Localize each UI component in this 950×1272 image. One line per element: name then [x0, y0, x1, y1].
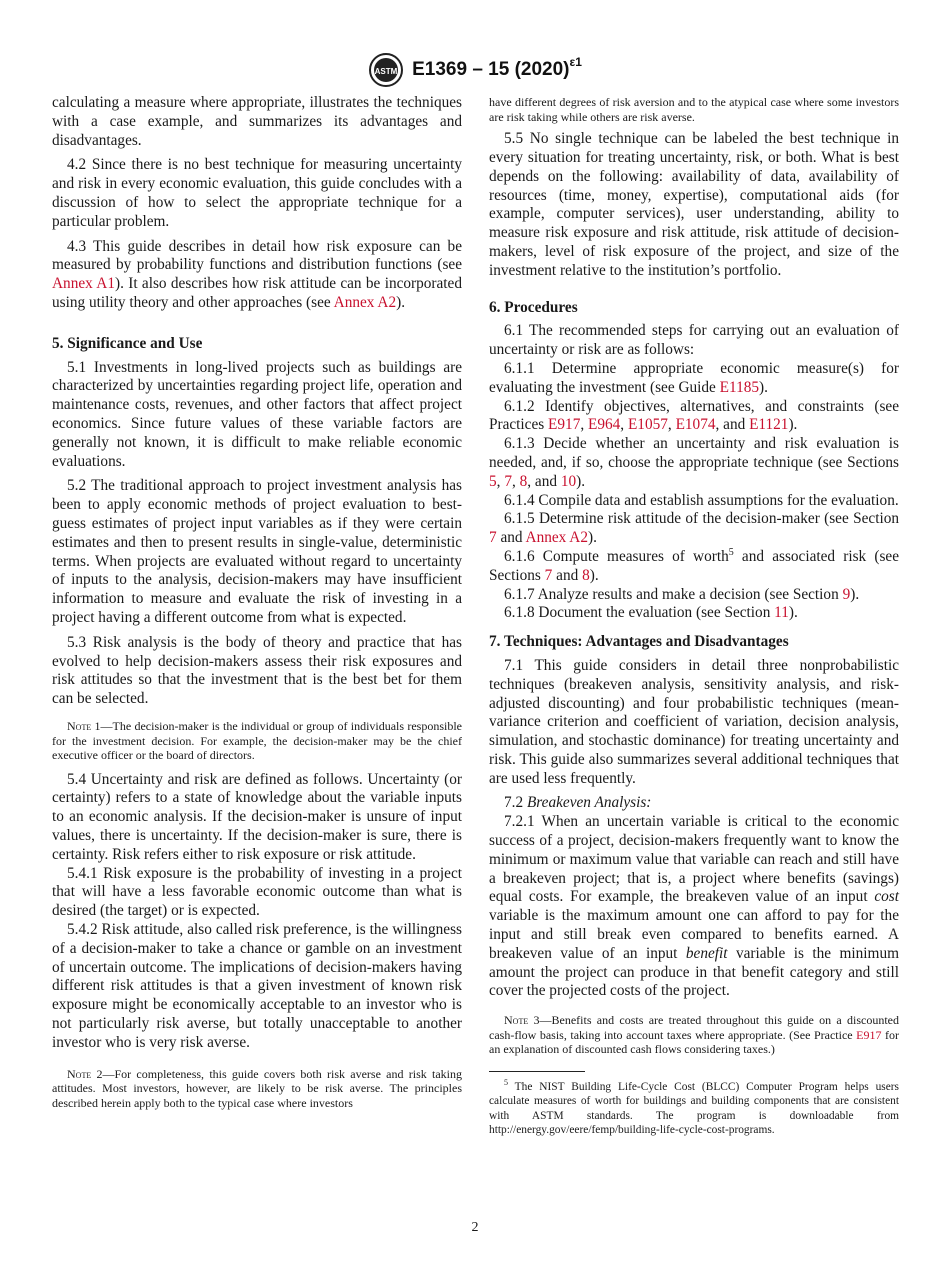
para-6-1-2: 6.1.2 Identify objectives, alternatives, and constraints (see Practices E917, E964, E1057, E1074, and E1121).	[489, 397, 899, 434]
para-6-1-7: 6.1.7 Analyze results and make a decision (see Section 9).	[504, 585, 860, 603]
para-7-1: 7.1 This guide considers in detail three nonprobabilistic techniques (breakeven analysis, sensitivity analysis, and risk-adjusted discounting) and four probabilistic techniques (mean-variance criterion and coefficient of variation, decision analysis, simulation, and stochastic dominance) for treating uncertainty and risk. This guide also summarizes several additional techniques that are used less frequently.	[489, 656, 899, 787]
section-6-heading: 6. Procedures	[489, 298, 578, 316]
para-5-3: 5.3 Risk analysis is the body of theory and practice that has evolved to help decision-makers assess their risk exposures and risk attitudes so that the investment that is the best bet for them can be selected.	[52, 633, 462, 708]
standard-designation: E1369 – 15 $(2020)^{\varepsilon 1}$	[412, 54, 582, 80]
ref-section-5-link[interactable]: 5	[489, 472, 497, 490]
intro-paragraph: calculating a measure where appropriate, illustrates the techniques with a case example, and summarizes its advantages and disadvantages.	[52, 94, 462, 149]
page-header	[0, 52, 950, 93]
ref-e964-link[interactable]: E964	[588, 416, 621, 434]
ref-e917-note-link[interactable]: E917	[856, 1027, 882, 1042]
ref-e917-link[interactable]: E917	[548, 416, 581, 434]
footnote-5: $^5$ The NIST Building Life-Cycle Cost (BLCC) Computer Program helps users calculate measures of worth for buildings and building components that are consistent with ASTM standards. The program is downloadable from http://energy.gov/eere/femp/building-life-cycle-cost-programs.	[489, 1078, 899, 1136]
para-5-4: 5.4 Uncertainty and risk are defined as follows. Uncertainty (or certainty) refers to a state of knowledge about the variable inputs to an economic analysis. If the decision-maker is unsure of input values, there is uncertainty. If the decision-maker is sure, there is certainty. Risk refers either to risk exposure or risk attitude.	[52, 770, 462, 863]
ref-e1057-link[interactable]: E1057	[627, 416, 668, 434]
ref-section-7-link[interactable]: 7	[544, 566, 553, 584]
para-6-1-6: 6.1.6 Compute measures of worth$^5$ and associated risk (see Sections 7 and 8).	[489, 546, 899, 584]
para-6-1-1: 6.1.1 Determine appropriate economic measure(s) for evaluating the investment (see Guide E1185).	[489, 359, 899, 396]
section-5-heading: 5. Significance and Use	[52, 334, 203, 352]
page-number: 2	[471, 1220, 479, 1235]
footnote-marker: 5	[728, 546, 734, 558]
ref-annex-a2-link[interactable]: Annex A2	[525, 529, 589, 547]
section-7-heading: 7. Techniques: Advantages and Disadvantages	[489, 633, 789, 651]
astm-logo-icon	[368, 52, 404, 88]
right-column	[489, 95, 899, 1137]
ref-e1074-link[interactable]: E1074	[675, 416, 716, 434]
ref-e1121-link[interactable]: E1121	[749, 416, 789, 434]
para-7-2-1: 7.2.1 When an uncertain variable is critical to the economic success of a project, decision-makers frequently want to know the minimum or maximum value that variable can reach and still have a breakeven project; that is, a project where benefits (savings) equal costs. For example, the breakeven value of an input cost variable is the maximum amount one can afford to pay for the input and still break even compared to benefits earned. A breakeven value of an input benefit variable is the minimum amount the project can produce in that benefit category and still cover the projected costs of the project.	[489, 813, 899, 1000]
annex-a2-link[interactable]: Annex A2	[333, 293, 397, 311]
note-2: Note 2—For completeness, this guide covers both risk averse and risk taking attitudes. Most investors, however, are likely to be risk averse. The principles described herein apply both to the typical case where investors	[52, 1066, 463, 1110]
para-5-5: 5.5 No single technique can be labeled the best technique in every situation for treating uncertainty, risk, or both. What is best depends on the following: availability of data, availability of resources (time, money, expertise), computational aids (for example, computer services), user understanding, ability to measure risk exposure and risk attitude, risk attitude of decision-makers, level of risk exposure of the project, and size of the investment relative to the institution’s portfolio.	[489, 130, 899, 279]
ref-section-7-link[interactable]: 7	[489, 529, 497, 547]
para-5-1: 5.1 Investments in long-lived projects such as buildings are characterized by uncertainties regarding project life, operation and maintenance costs, revenues, and other factors that affect project economics. Since future values of these variable factors are generally not known, it is difficult to make reliable economic evaluations.	[52, 358, 462, 470]
para-6-1-4: 6.1.4 Compile data and establish assumptions for the evaluation.	[504, 491, 899, 509]
note-2-continued: have different degrees of risk aversion and to the atypical case where some investors are risk taking while others are risk averse.	[489, 95, 899, 124]
ref-section-8-link[interactable]: 8	[582, 566, 590, 584]
para-6-1-3: 6.1.3 Decide whether an uncertainty and risk evaluation is needed, and, if so, choose the appropriate technique (see Sections 5, 7, 8, and 10).	[489, 435, 899, 490]
para-5-2: 5.2 The traditional approach to project investment analysis has been to apply economic methods of project evaluation to best-guess estimates of project input variables as if they were certain estimates and then to present results in single-value, deterministic terms. When projects are evaluated without regard to uncertainty of inputs to the analysis, decision-makers may have insufficient information to measure and evaluate the risk of investing in a project having a different outcome from what is expected.	[52, 477, 462, 626]
para-7-2: 7.2 Breakeven Analysis:	[504, 794, 652, 812]
left-column	[52, 94, 462, 1118]
note-1: Note 1—The decision-maker is the individual or group of individuals responsible for the investment decision. For example, the decision-maker may be the chief executive officer or the board of directors.	[52, 718, 463, 763]
para-5-4-1: 5.4.1 Risk exposure is the probability of investing in a project that will have a less favorable economic outcome than what is desired (the target) or is expected.	[52, 864, 462, 920]
ref-e1185-link[interactable]: E1185	[719, 378, 760, 396]
para-6-1-5: 6.1.5 Determine risk attitude of the decision-maker (see Section 7 and Annex A2).	[489, 510, 899, 547]
svg-text:ASTM: ASTM	[374, 67, 398, 76]
para-5-4-2: 5.4.2 Risk attitude, also called risk preference, is the willingness of a decision-maker to take a chance or gamble on an investment of uncertain outcome. The implications of decision-makers having different risk attitudes is that a given investment of known risk exposure might be economically acceptable to an investor who is not particularly risk averse, but totally unacceptable to another investor who is very risk averse.	[52, 921, 462, 1051]
ref-section-7-link[interactable]: 7	[504, 472, 512, 490]
footnote-divider	[489, 1071, 585, 1072]
ref-section-11-link[interactable]: 11	[774, 604, 789, 622]
para-6-1-8: 6.1.8 Document the evaluation (see Section 11).	[504, 604, 798, 622]
ref-section-9-link[interactable]: 9	[842, 585, 851, 603]
para-4-2: 4.2 Since there is no best technique for measuring uncertainty and risk in every economic evaluation, this guide concludes with a discussion of how to select the appropriate technique for a particular problem.	[52, 156, 462, 230]
ref-section-8-link[interactable]: 8	[519, 472, 528, 490]
ref-section-10-link[interactable]: 10	[560, 472, 577, 490]
para-6-1: 6.1 The recommended steps for carrying out an evaluation of uncertainty or risk are as follows:	[489, 322, 899, 359]
note-3: Note 3—Benefits and costs are treated throughout this guide on a discounted cash-flow basis, taking into account taxes where appropriate. (See Practice E917 for an explanation of discounted cash flows considering taxes.)	[489, 1013, 899, 1057]
annex-a1-link[interactable]: Annex A1	[52, 275, 115, 293]
para-4-3: 4.3 This guide describes in detail how risk exposure can be measured by probability functions and distribution functions (see Annex A1). It also describes how risk attitude can be incorporated using utility theory and other approaches (see Annex A2).	[52, 237, 462, 311]
